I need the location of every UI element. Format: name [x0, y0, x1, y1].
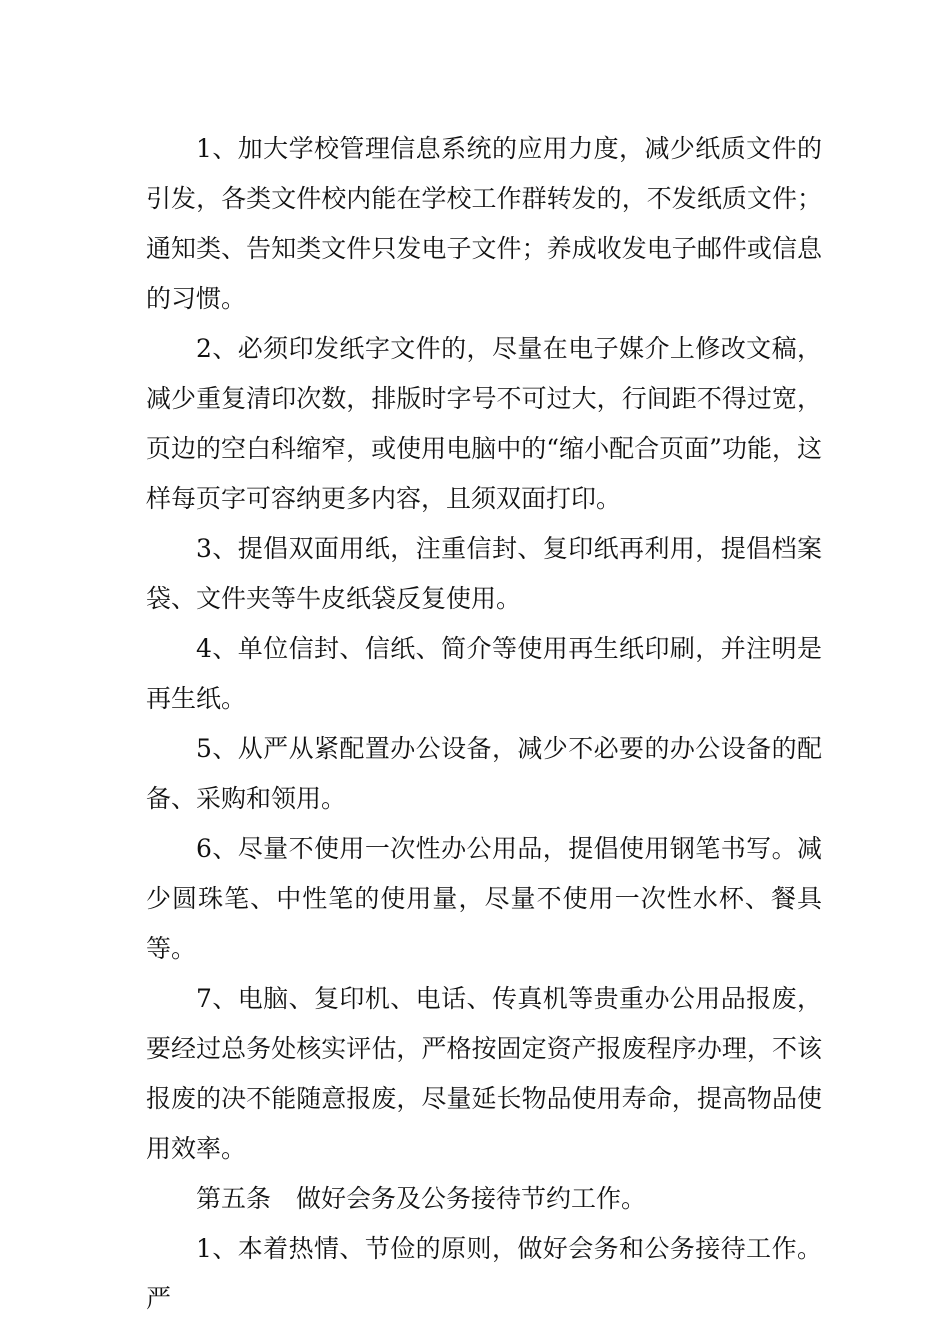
document-body — [146, 124, 822, 1324]
article-heading: 第五条 做好会务及公务接待节约工作。 — [196, 1184, 647, 1213]
paragraph-item-6: 6、尽量不使用一次性办公用品，提倡使用钢笔书写。减少圆珠笔、中性笔的使用量，尽量不使用一次性水杯、餐具等。 — [146, 834, 822, 963]
paragraph-item-3: 3、提倡双面用纸，注重信封、复印纸再利用，提倡档案袋、文件夹等牛皮纸袋反复使用。 — [146, 534, 822, 613]
paragraph-item-2: 2、必须印发纸字文件的，尽量在电子媒介上修改文稿，减少重复清印次数，排版时字号不可过大，行间距不得过宽，页边的空白科缩窄，或使用电脑中的“缩小配合页面”功能，这样每页字可容纳更多内容，且须双面打印。 — [146, 334, 822, 513]
paragraph-item-5: 5、从严从紧配置办公设备，减少不必要的办公设备的配备、采购和领用。 — [146, 734, 822, 813]
paragraph-item-4: 4、单位信封、信纸、简介等使用再生纸印刷，并注明是再生纸。 — [146, 634, 822, 713]
paragraph-item-1: 1、加大学校管理信息系统的应用力度，减少纸质文件的引发，各类文件校内能在学校工作群转发的，不发纸质文件；通知类、告知类文件只发电子文件；养成收发电子邮件或信息的习惯。 — [146, 134, 822, 313]
paragraph-item-7: 7、电脑、复印机、电话、传真机等贵重办公用品报废，要经过总务处核实评估，严格按固定资产报废程序办理，不该报废的决不能随意报废，尽量延长物品使用寿命，提高物品使用效率。 — [146, 984, 822, 1163]
paragraph-item-8: 1、本着热情、节俭的原则，做好会务和公务接待工作。严 — [146, 1234, 822, 1313]
